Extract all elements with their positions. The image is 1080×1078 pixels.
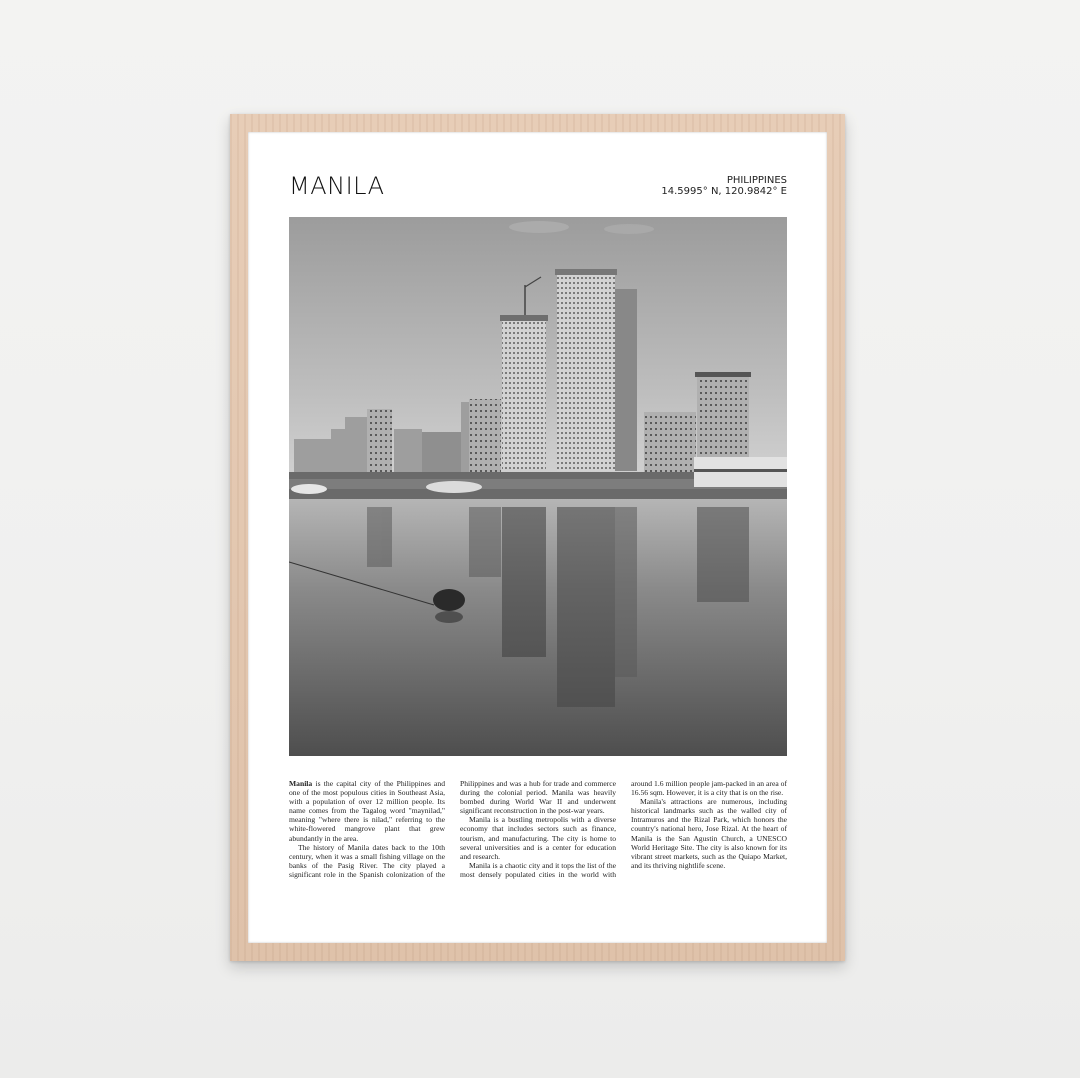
wooden-picture-frame [230, 114, 845, 961]
skyline-photo [289, 217, 787, 756]
city-title: MANILA [289, 172, 385, 200]
article-paragraph: Manila's attractions are numerous, including historical landmarks such as the walled city of Intramuros and the Rizal Park, which honors the country's national hero, Jose Rizal. At the heart of Manila is the San Agustin Church, a UNESCO World Heritage Site. The city is also known for its vibrant street markets, such as the Quiapo Market, and its thriving nightlife scene. [631, 797, 787, 870]
poster-paper [248, 132, 827, 943]
paragraph-1-text: is the capital city of the Philippines and one of the most populous cities in Southeast Asia, with a population of over 12 million people. Its name comes from the Tagalog word "maynilad," meaning "where there is nilad," referring to the white-flowered mangrove plant that grew abundantly in the area. [289, 779, 445, 843]
country-label: PHILIPPINES [726, 175, 787, 186]
article-paragraph: The history of Manila dates back to the 10th century, when it was a small fishing village on the banks of the Pasig River. The city played a significant role in the Spanish colonization of the Philippines and was a hub for trade and commerce during the colonial period. Manila was heavily bombed during World War II and underwent significant reconstruction in the post-war years. [289, 779, 616, 879]
buoy [433, 589, 465, 611]
article-paragraph: Manila is a bustling metropolis with a diverse economy that includes sectors such as finance, tourism, and manufacturing. The city is home to several universities and is a center for education and research. [460, 815, 616, 861]
article-paragraph: Manila is a chaotic city and it tops the list of the most densely populated cities in the world with around 1.6 million people jam-packed in an area of 16.56 sqm. However, it is a city that is on the rise. [460, 779, 787, 879]
coordinates-label: 14.5995° N, 120.9842° E [661, 186, 787, 197]
article-text [289, 779, 787, 879]
location-block [661, 175, 787, 197]
skyline-illustration [289, 217, 787, 756]
lead-word: Manila [289, 779, 313, 788]
article-paragraph [289, 779, 445, 843]
